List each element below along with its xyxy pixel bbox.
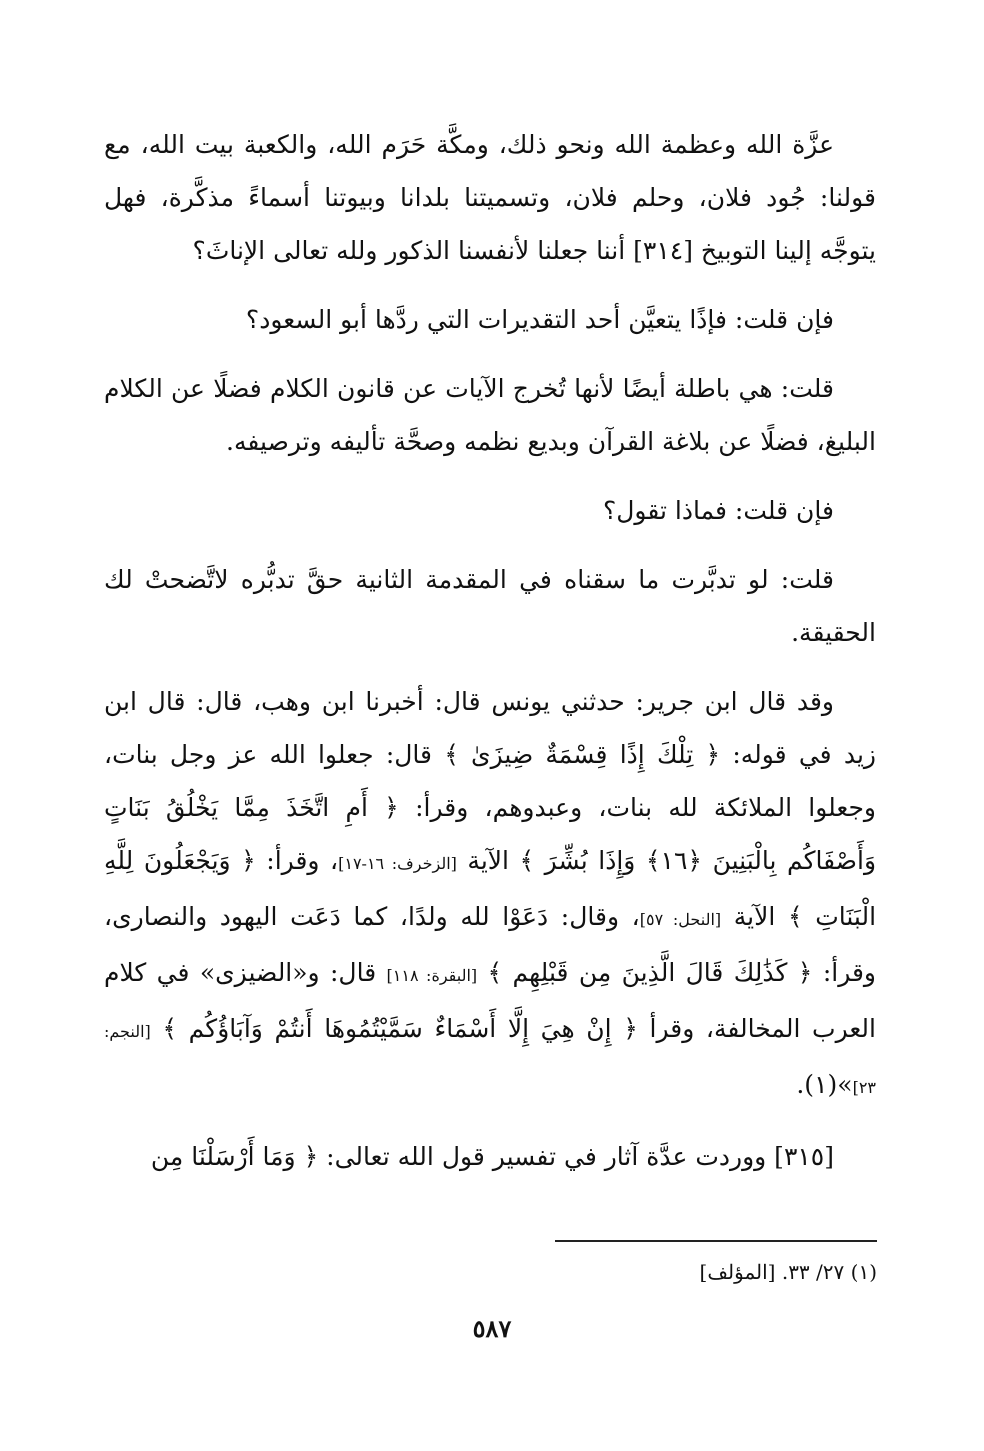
- paragraph-1: عزَّة الله وعظمة الله ونحو ذلك، ومكَّة حَرَم الله، والكعبة بيت الله، مع قولنا: جُود فلان، وحلم فلان، وتسميتنا بلدانا وبيوتنا أسماءً مذكَّرة، فهل يتوجَّه إلينا التوبيخ [٣١٤] أننا جعلنا لأنفسنا الذكور ولله تعالى الإناثَ؟: [104, 130, 876, 265]
- paragraph-6-part-4: قال: و«الضيزى» في كلام العرب المخالفة، وقرأ ﴿ إِنْ هِيَ إِلَّا أَسْمَاءٌ سَمَّيْتُمُوهَا أَنتُمْ وَآبَاؤُكُم ﴾: [104, 958, 876, 1043]
- paragraph-7: [٣١٥] ووردت عدَّة آثار في تفسير قول الله تعالى: ﴿ وَمَا أَرْسَلْنَا مِن: [150, 1142, 834, 1171]
- paragraph-2: فإن قلت: فإذًا يتعيَّن أحد التقديرات التي ردَّها أبو السعود؟: [245, 305, 834, 334]
- footnote: (١) ٢٧/ ٣٣. [المؤلف]: [699, 1260, 877, 1284]
- body-text: [104, 118, 876, 1199]
- verse-ref-nahl: [النحل: ٥٧]: [639, 910, 722, 929]
- verse-ref-baqara: [البقرة: ١١٨]: [386, 966, 478, 985]
- verse-ref-zukhruf: [الزخرف: ١٦-١٧]: [338, 854, 457, 873]
- paragraph-6-part-3: ، وقال: دَعَوْا لله ولدًا، كما دَعَت اليهود والنصارى، وقرأ: ﴿ كَذَٰلِكَ قَالَ الَّذِينَ مِن قَبْلِهِم ﴾: [104, 902, 877, 987]
- verse-ref-najm: [النجم: ٢٣]: [104, 1022, 876, 1097]
- paragraph-6-part-5: »(١).: [796, 1070, 853, 1099]
- paragraph-6: [104, 675, 876, 1114]
- page-number: ٥٨٧: [472, 1314, 512, 1343]
- paragraph-5: قلت: لو تدبَّرت ما سقناه في المقدمة الثانية حقَّ تدبُّره لاتَّضحتْ لك الحقيقة.: [104, 565, 876, 647]
- paragraph-6-part-1: وقد قال ابن جرير: حدثني يونس قال: أخبرنا ابن وهب، قال: قال ابن زيد في قوله: ﴿ تِلْكَ إِذًا قِسْمَةٌ ضِيزَىٰ ﴾ قال: جعلوا الله عز وجل بنات، وجعلوا الملائكة لله بنات، وعبدوهم، وقرأ: ﴿ أَمِ اتَّخَذَ مِمَّا يَخْلُقُ بَنَاتٍ وَأَصْفَاكُم بِالْبَنِينَ ﴿١٦﴾ وَإِذَا بُشِّرَ ﴾ الآية: [104, 687, 877, 875]
- footnote-separator: [555, 1240, 877, 1242]
- paragraph-4: فإن قلت: فماذا تقول؟: [602, 496, 834, 525]
- paragraph-6-part-2: ، وقرأ: ﴿ وَيَجْعَلُونَ لِلَّهِ الْبَنَاتِ ﴾ الآية: [104, 846, 877, 931]
- paragraph-3: قلت: هي باطلة أيضًا لأنها تُخرج الآيات عن قانون الكلام فضلًا عن الكلام البليغ، فضلًا عن بلاغة القرآن وبديع نظمه وصحَّة تأليفه وترصيفه.: [104, 374, 876, 456]
